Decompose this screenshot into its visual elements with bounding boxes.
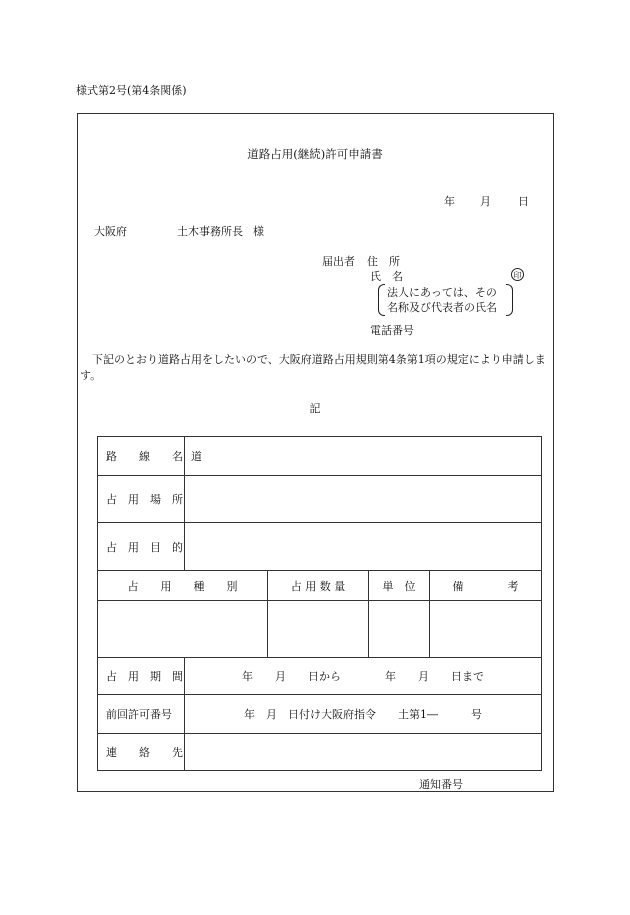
period-value[interactable]: 年 月 日から 年 月 日まで (185, 658, 542, 695)
applicant-label: 届出者 (322, 255, 355, 268)
table-row (98, 658, 542, 695)
qty-value[interactable] (268, 601, 369, 658)
period-label: 占 用 期 間 (98, 658, 185, 695)
table-row (98, 523, 542, 571)
unit-header: 単 位 (369, 571, 430, 601)
corporate-note-line2: 名称及び代表者の氏名 (387, 301, 497, 314)
table-row (98, 695, 542, 734)
addressee-office: 土木事務所長 (177, 225, 243, 238)
date-year-label: 年 (444, 195, 455, 208)
remarks-header: 備 考 (430, 571, 542, 601)
form-title: 道路占用(継続)許可申請書 (247, 147, 383, 161)
table-row (98, 601, 542, 658)
seal-mark: 印 (511, 268, 524, 281)
notice-number-label: 通知番号 (419, 778, 463, 791)
unit-value[interactable] (369, 601, 430, 658)
contact-label: 連 絡 先 (98, 734, 185, 771)
applicant-block (322, 254, 403, 284)
corporate-note-line1: 法人にあっては、その (387, 286, 497, 299)
qty-header: 占 用 数 量 (268, 571, 369, 601)
place-label: 占 用 場 所 (98, 476, 185, 523)
place-value[interactable] (185, 476, 542, 523)
contact-value[interactable] (185, 734, 542, 771)
addressee (94, 223, 264, 239)
route-label: 路 線 名 (98, 437, 185, 476)
type-value[interactable] (98, 601, 268, 658)
phone-label: 電話番号 (370, 324, 414, 337)
corporate-note (378, 284, 513, 316)
addressee-prefecture: 大阪府 (94, 225, 127, 238)
prev-permit-label: 前回許可番号 (98, 695, 185, 734)
ki-heading: 記 (309, 402, 321, 415)
table-row (98, 571, 542, 601)
remarks-value[interactable] (430, 601, 542, 658)
applicant-name-label: 氏 名 (370, 270, 403, 283)
applicant-address-label: 住 所 (367, 255, 400, 268)
addressee-honorific: 様 (253, 225, 264, 238)
table-row (98, 734, 542, 771)
table-row (98, 476, 542, 523)
application-table (97, 436, 542, 771)
route-value[interactable]: 道 (185, 437, 542, 476)
body-text: 下記のとおり道路占用をしたいので、大阪府道路占用規則第4条第1項の規定により申請します。 (80, 353, 546, 382)
type-header: 占 用 種 別 (98, 571, 268, 601)
date-day-label: 日 (518, 195, 529, 208)
form-number: 様式第2号(第4条関係) (76, 84, 187, 97)
purpose-label: 占 用 目 的 (98, 523, 185, 571)
date-month-label: 月 (480, 195, 491, 208)
table-row (98, 437, 542, 476)
prev-permit-value[interactable]: 年 月 日付け大阪府指令 土第1― 号 (185, 695, 542, 734)
purpose-value[interactable] (185, 523, 542, 571)
date-row (444, 193, 529, 209)
